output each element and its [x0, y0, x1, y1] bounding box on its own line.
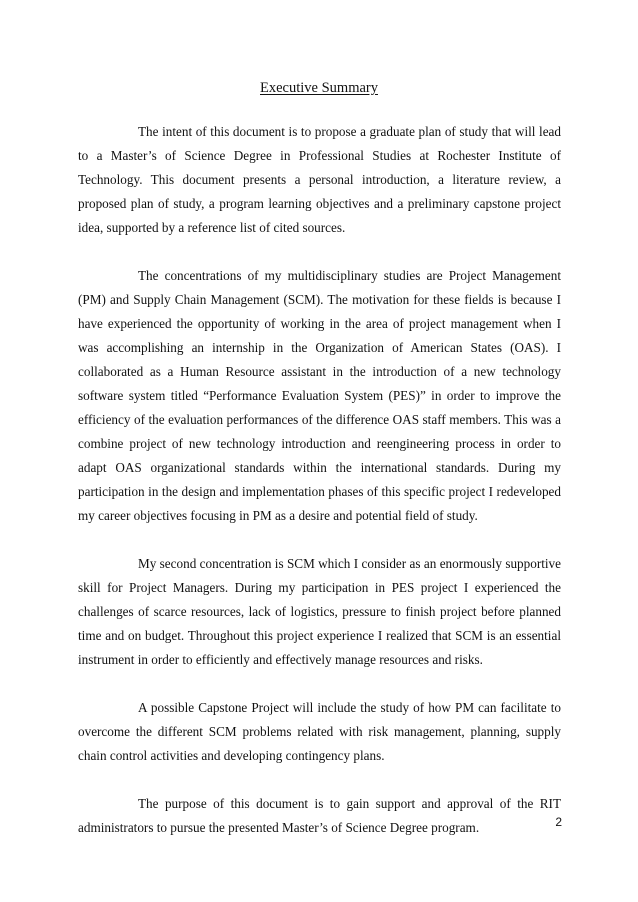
page-title: Executive Summary — [260, 80, 378, 96]
paragraph-purpose: The purpose of this document is to gain support and approval of the RIT administrators to pursue the presented Master’s of Science Degree program. — [78, 796, 561, 835]
document-body — [78, 120, 561, 864]
paragraph-intent: The intent of this document is to propose a graduate plan of study that will lead to a Master’s of Science Degree in Professional Studies at Rochester Institute of Technology. This document presents a personal introduction, a literature review, a proposed plan of study, a program learning objectives and a preliminary capstone project idea, supported by a reference list of cited sources. — [78, 124, 561, 235]
paragraph-concentrations: The concentrations of my multidisciplinary studies are Project Management (PM) and Supply Chain Management (SCM). The motivation for these fields is because I have experienced the opportunity of working in the area of project management when I was accomplishing an internship in the Organization of American States (OAS). I collaborated as a Human Resource assistant in the introduction of a new technology software system titled “Performance Evaluation System (PES)” in order to improve the efficiency of the evaluation performances of the difference OAS staff members. This was a combine project of new technology introduction and reengineering process in order to adapt OAS organizational standards within the international standards. During my participation in the design and implementation phases of this specific project I redeveloped my career objectives focusing in PM as a desire and potential field of study. — [78, 268, 561, 523]
page-number: 2 — [555, 815, 562, 829]
paragraph-second-concentration: My second concentration is SCM which I consider as an enormously supportive skill for Project Managers. During my participation in PES project I experienced the challenges of scarce resources, lack of logistics, pressure to finish project before planned time and on budget. Throughout this project experience I realized that SCM is an essential instrument in order to efficiently and effectively manage resources and risks. — [78, 556, 561, 667]
paragraph-capstone-project: A possible Capstone Project will include the study of how PM can facilitate to overcome the different SCM problems related with risk management, planning, supply chain control activities and developing contingency plans. — [78, 700, 561, 763]
